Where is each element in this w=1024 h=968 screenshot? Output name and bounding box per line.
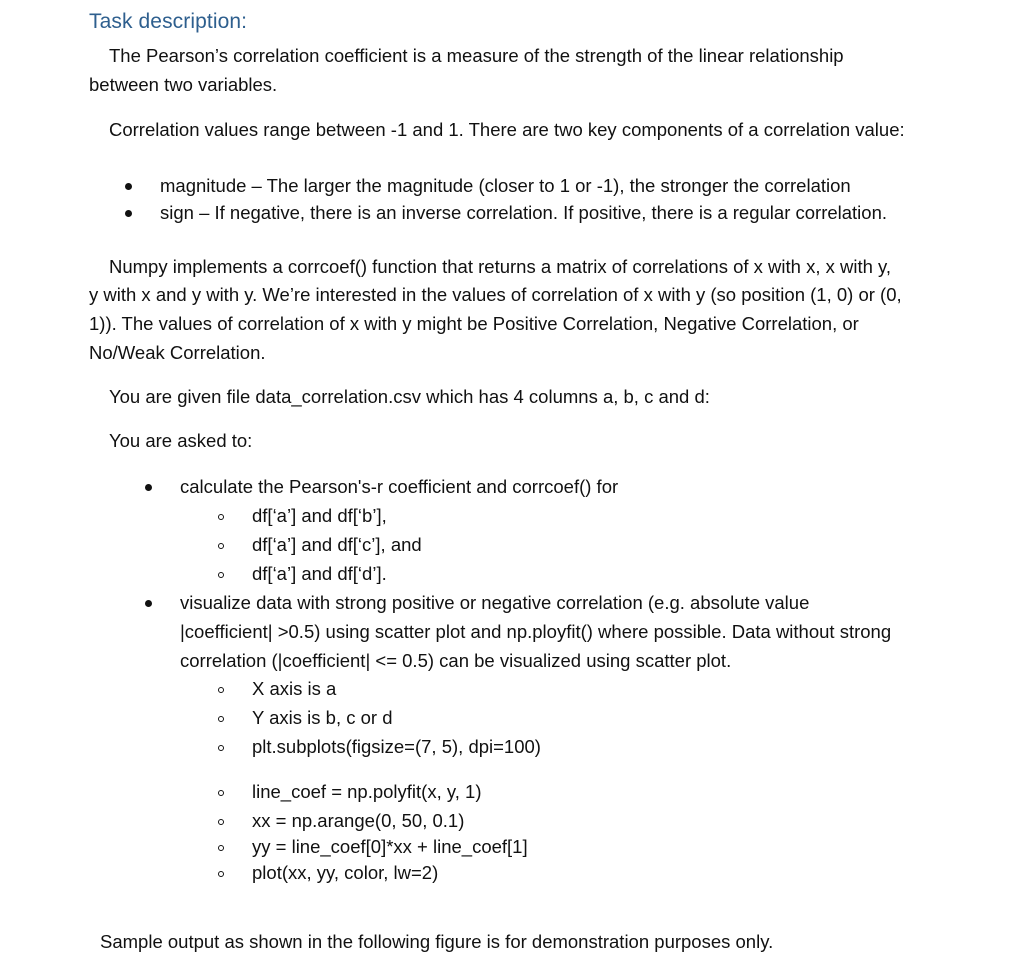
sub-bullet-circle: [218, 572, 224, 578]
task-visualize-line-1: visualize data with strong positive or negative correlation (e.g. absolute value: [180, 592, 810, 613]
sub-bullet-circle: [218, 543, 224, 549]
sub-bullet-circle: [218, 871, 224, 877]
code-line-polyfit: line_coef = np.polyfit(x, y, 1): [252, 781, 482, 802]
y-axis-note: Y axis is b, c or d: [252, 707, 393, 728]
numpy-line-3: 1)). The values of correlation of x with y might be Positive Correlation, Negative Correlation, or: [89, 313, 859, 334]
numpy-line-4: No/Weak Correlation.: [89, 342, 266, 363]
bullet-dot: [145, 484, 152, 491]
bullet-dot: [125, 210, 132, 217]
sub-bullet-circle: [218, 716, 224, 722]
intro-line-1: The Pearson’s correlation coefficient is a measure of the strength of the linear relationship: [109, 45, 844, 66]
bullet-dot: [145, 600, 152, 607]
sub-bullet-circle: [218, 745, 224, 751]
x-axis-note: X axis is a: [252, 678, 337, 699]
intro-line-2: between two variables.: [89, 74, 278, 95]
code-line-yy: yy = line_coef[0]*xx + line_coef[1]: [252, 836, 528, 857]
sub-bullet-circle: [218, 845, 224, 851]
bullet-dot: [125, 183, 132, 190]
task-calculate: calculate the Pearson's-r coefficient and corrcoef() for: [180, 476, 619, 497]
numpy-line-1: Numpy implements a corrcoef() function that returns a matrix of correlations of x with x, x with y,: [109, 256, 892, 277]
subplots-note: plt.subplots(figsize=(7, 5), dpi=100): [252, 736, 541, 757]
task-pair-ab: df[‘a’] and df[‘b’],: [252, 505, 387, 526]
code-line-plot: plot(xx, yy, color, lw=2): [252, 862, 439, 883]
code-line-arange: xx = np.arange(0, 50, 0.1): [252, 810, 465, 831]
task-pair-ac: df[‘a’] and df[‘c’], and: [252, 534, 422, 555]
component-sign: sign – If negative, there is an inverse correlation. If positive, there is a regular correlation.: [160, 202, 888, 223]
sub-bullet-circle: [218, 790, 224, 796]
task-pair-ad: df[‘a’] and df[‘d’].: [252, 563, 387, 584]
footer-note: Sample output as shown in the following figure is for demonstration purposes only.: [100, 931, 774, 952]
given-file-paragraph: You are given file data_correlation.csv which has 4 columns a, b, c and d:: [109, 386, 710, 407]
task-visualize-line-3: correlation (|coefficient| <= 0.5) can be visualized using scatter plot.: [180, 650, 732, 671]
component-magnitude: magnitude – The larger the magnitude (closer to 1 or -1), the stronger the correlation: [160, 175, 851, 196]
sub-bullet-circle: [218, 514, 224, 520]
sub-bullet-circle: [218, 687, 224, 693]
section-heading: Task description:: [89, 10, 248, 33]
asked-paragraph: You are asked to:: [109, 430, 253, 451]
sub-bullet-circle: [218, 819, 224, 825]
task-visualize-line-2: |coefficient| >0.5) using scatter plot and np.ployfit() where possible. Data without strong: [180, 621, 892, 642]
numpy-line-2: y with x and y with y. We’re interested in the values of correlation of x with y (so position (1, 0) or (0,: [89, 284, 902, 305]
range-paragraph: Correlation values range between -1 and 1. There are two key components of a correlation value:: [109, 119, 905, 140]
